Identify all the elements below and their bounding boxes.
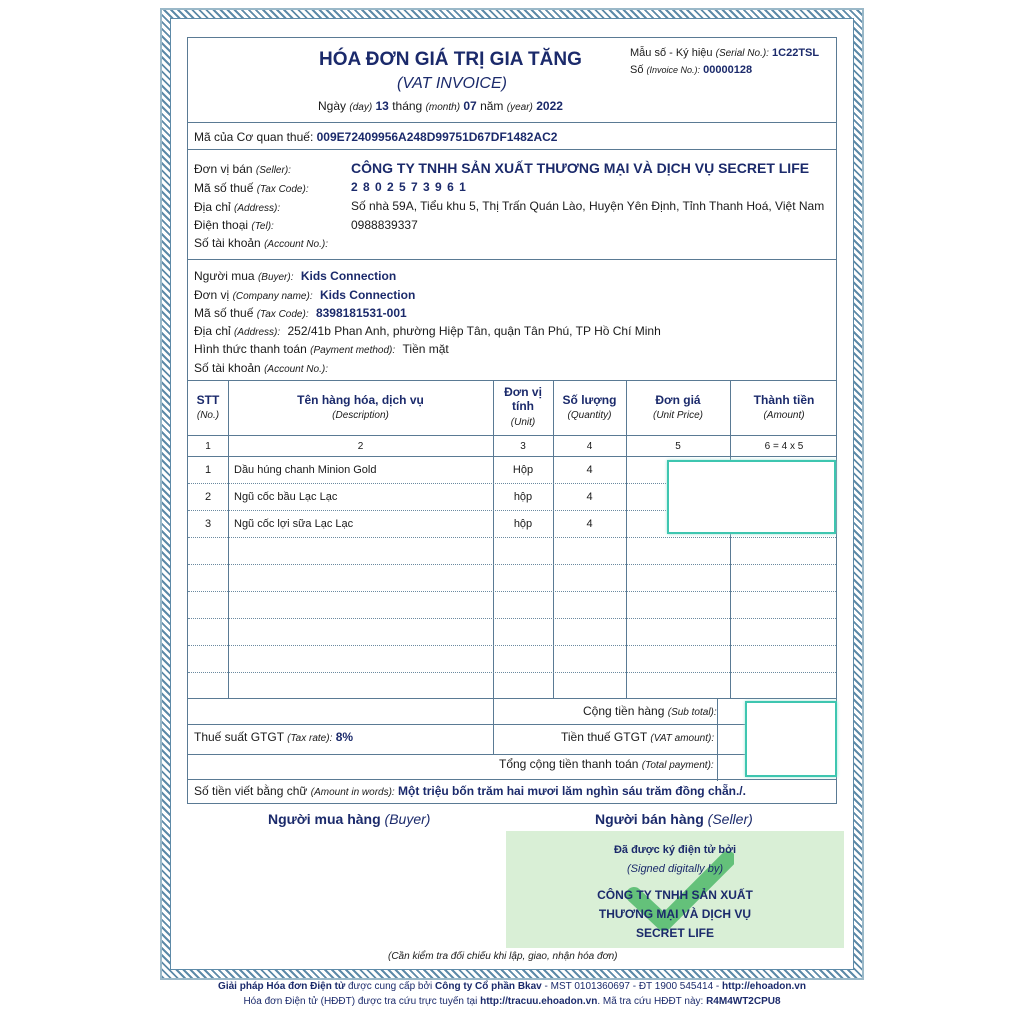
row-description: Ngũ cốc bầu Lạc Lạc <box>234 491 338 503</box>
buyer-address-line: Địa chỉ (Address): 252/41b Phan Anh, phường Hiệp Tân, quận Tân Phú, TP Hồ Chí Minh <box>194 324 661 338</box>
total-payment-label: Tổng cộng tiền thanh toán (Total payment): <box>499 757 714 771</box>
col-header-unit-en: (Unit) <box>510 417 536 428</box>
seller-address: Số nhà 59A, Tiểu khu 5, Thị Trấn Quán Lào, Huyện Yên Định, Tỉnh Thanh Hoá, Việt Nam <box>351 199 825 213</box>
buyer-account-label: Số tài khoản (Account No.): <box>194 361 328 375</box>
seller-tel-label: Điện thoại (Tel): <box>194 218 274 232</box>
signer-line-1: CÔNG TY TNHH SẢN XUẤT <box>597 888 753 902</box>
col-header-amount: Thành tiền <box>753 393 815 407</box>
row-no: 1 <box>204 464 212 476</box>
row-no: 2 <box>204 491 212 503</box>
col-header-no: STT <box>196 393 220 407</box>
signed-label: Đã được ký điện tử bởi <box>613 844 737 856</box>
digital-signature-box <box>506 831 844 948</box>
col-header-description: Tên hàng hóa, dịch vụ <box>297 393 424 407</box>
buyer-name-line: Người mua (Buyer): Kids Connection <box>194 269 397 283</box>
seller-name: CÔNG TY TNHH SẢN XUẤT THƯƠNG MẠI VÀ DỊCH VỤ SECRET LIFE <box>351 160 810 176</box>
row-description: Ngũ cốc lợi sữa Lạc Lạc <box>234 518 354 530</box>
buyer-signature-title: Người mua hàng (Buyer) <box>268 811 431 827</box>
col-header-quantity: Số lượng <box>562 393 617 407</box>
signed-label-en: (Signed digitally by) <box>627 863 723 875</box>
invoice-document <box>187 37 837 804</box>
invoice-subtitle: (VAT INVOICE) <box>397 75 507 92</box>
row-unit: Hộp <box>512 464 534 476</box>
subtotal-label: Cộng tiền hàng (Sub total): <box>583 704 717 718</box>
vat-amount-label: Tiền thuế GTGT (VAT amount): <box>561 730 715 744</box>
footer-provider: Giải pháp Hóa đơn Điện tử được cung cấp bởi Công ty Cổ phần Bkav - MST 0101360697 - ĐT 1900 545414 - http://ehoadon.vn <box>218 981 806 992</box>
amount-in-words: Số tiền viết bằng chữ (Amount in words): Một triệu bốn trăm hai mươi lăm nghìn sáu trăm đồng chẵn./. <box>194 784 746 798</box>
col-header-unit-price-en: (Unit Price) <box>652 410 703 421</box>
buyer-company-line: Đơn vị (Company name): Kids Connection <box>194 288 416 302</box>
seller-signature-title: Người bán hàng (Seller) <box>595 811 753 827</box>
row-no: 3 <box>204 518 212 530</box>
seller-account-label: Số tài khoản (Account No.): <box>194 236 328 250</box>
buyer-tax-line: Mã số thuế (Tax Code): 8398181531-001 <box>194 306 407 320</box>
redacted-price-box <box>667 460 836 534</box>
col-header-unit: Đơn vị tính <box>504 385 542 413</box>
check-note: (Cần kiểm tra đối chiếu khi lập, giao, nhận hóa đơn) <box>388 951 618 962</box>
col-header-quantity-en: (Quantity) <box>567 410 612 421</box>
col-number: 6 = 4 x 5 <box>764 441 804 452</box>
row-unit: hộp <box>513 491 533 503</box>
col-header-description-en: (Description) <box>332 410 389 421</box>
col-number: 3 <box>520 441 526 452</box>
signer-line-3: SECRET LIFE <box>635 926 714 940</box>
col-header-unit-price: Đơn giá <box>655 393 701 407</box>
serial-number: Mẫu số - Ký hiệu (Serial No.): 1C22TSL <box>630 47 820 59</box>
col-header-amount-en: (Amount) <box>763 410 805 421</box>
footer-lookup: Hóa đơn Điện tử (HĐĐT) được tra cứu trực tuyến tại http://tracuu.ehoadon.vn. Mã tra cứu HĐĐT này: R4M4WT2CPU8 <box>243 996 781 1007</box>
seller-tax-label: Mã số thuế (Tax Code): <box>194 181 309 195</box>
invoice-title: HÓA ĐƠN GIÁ TRỊ GIA TĂNG <box>319 49 582 70</box>
row-unit: hộp <box>513 518 533 530</box>
col-number: 1 <box>205 441 211 452</box>
col-number: 4 <box>586 441 593 452</box>
col-header-no-en: (No.) <box>196 410 220 421</box>
row-quantity: 4 <box>586 464 593 476</box>
col-number: 5 <box>675 441 681 452</box>
seller-tax-code: 2 8 0 2 5 7 3 9 6 1 <box>351 180 467 194</box>
tax-rate: Thuế suất GTGT (Tax rate): 8% <box>194 730 354 744</box>
seller-address-label: Địa chỉ (Address): <box>194 200 281 214</box>
invoice-date: Ngày (day) 13 tháng (month) 07 năm (year) 2022 <box>318 99 563 113</box>
seller-name-label: Đơn vị bán (Seller): <box>194 162 291 176</box>
buyer-payment-line: Hình thức thanh toán (Payment method): Tiền mặt <box>194 342 449 356</box>
redacted-total-box <box>745 701 837 777</box>
tax-authority-code: Mã của Cơ quan thuế: 009E72409956A248D99751D67DF1482AC2 <box>194 130 558 144</box>
row-quantity: 4 <box>586 491 593 503</box>
invoice-number: Số (Invoice No.): 00000128 <box>630 64 753 76</box>
row-description: Dầu húng chanh Minion Gold <box>234 464 377 476</box>
signer-line-2: THƯƠNG MẠI VÀ DỊCH VỤ <box>598 907 752 921</box>
row-quantity: 4 <box>586 518 593 530</box>
seller-tel: 0988839337 <box>351 218 418 232</box>
col-number: 2 <box>357 441 364 452</box>
